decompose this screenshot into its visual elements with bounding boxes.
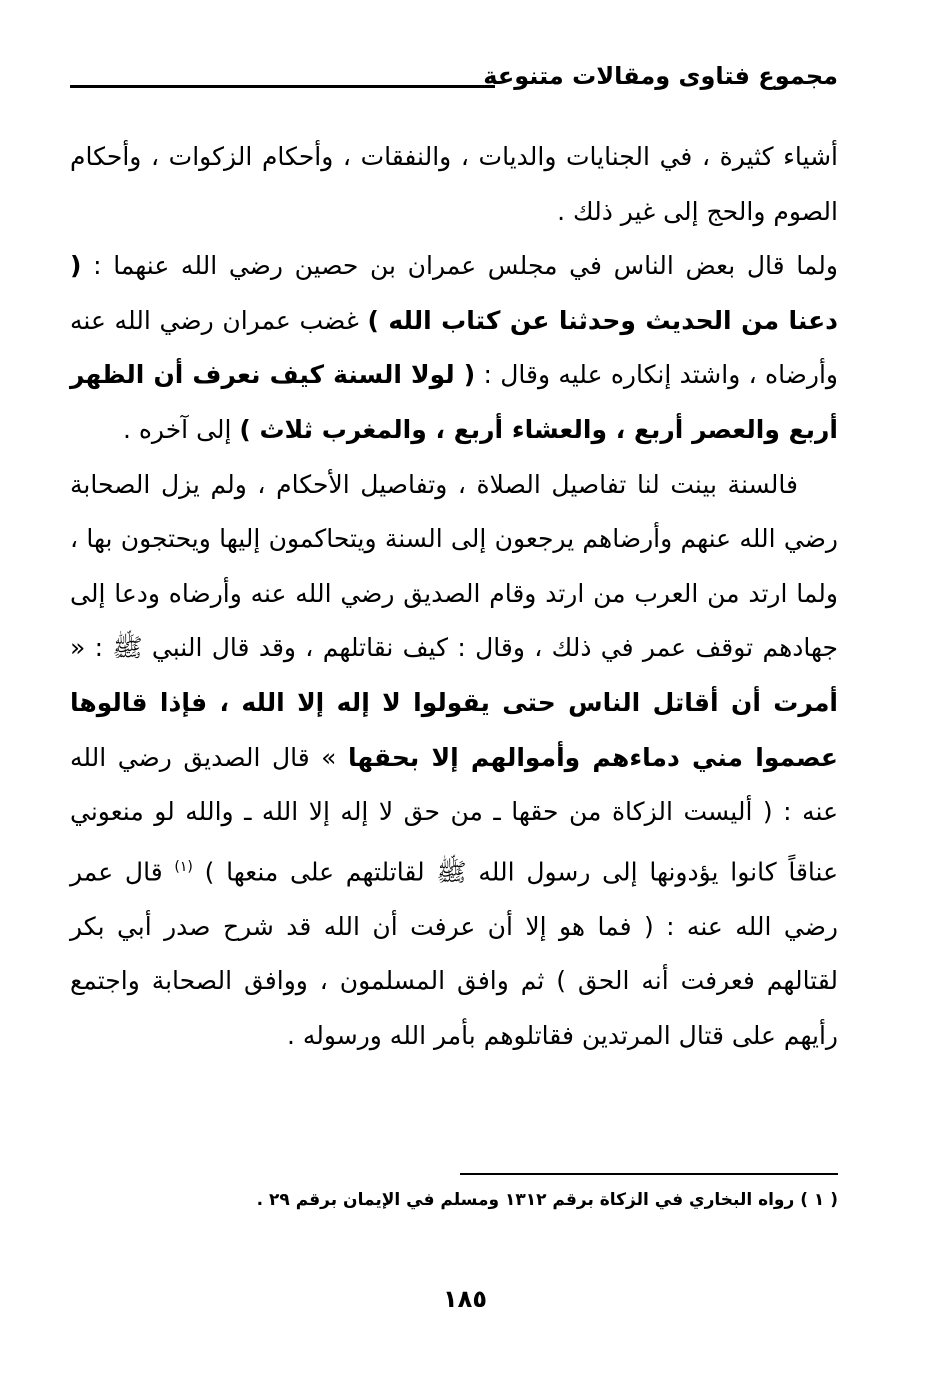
footnote-rule — [460, 1173, 838, 1175]
page-number: ١٨٥ — [443, 1285, 487, 1313]
main-text — [70, 130, 838, 1063]
quote-bold: ( دعنا من الحديث وحدثنا عن كتاب الله ) — [70, 251, 838, 335]
hadith-bold: أمرت أن أقاتل الناس حتى يقولوا لا إله إلا الله ، فإذا قالوها عصموا مني دماءهم وأموالهم إلا بحقها — [70, 687, 838, 772]
paragraph-3-text: قال عمر رضي الله عنه : ( فما هو إلا أن عرفت أن الله قد شرح صدر أبي بكر لقتالهم فعرفت أنه الحق ) ثم وافق المسلمون ، ووافق الصحابة واجتمع رأيهم على قتال المرتدين فقاتلوهم بأمر الله ورسوله . — [70, 857, 838, 1050]
header-title: مجموع فتاوى ومقالات متنوعة — [483, 62, 838, 90]
paragraph-2-text: ولما قال بعض الناس في مجلس عمران بن حصين رضي الله عنهما : — [81, 251, 838, 281]
paragraph-3-text: فالسنة بينت لنا تفاصيل الصلاة ، وتفاصيل الأحكام ، ولم يزل الصحابة رضي الله عنهم وأرضاهم يرجعون إلى السنة ويتحاكمون إليها ويحتجون بها ، ولما ارتد من العرب من ارتد وقام الصديق رضي الله عنه وأرضاه ودعا إلى جهادهم توقف عمر في ذلك ، وقال : كيف نقاتلهم ، وقد قال النبي ﷺ : « — [70, 469, 838, 663]
paragraph-2-text: إلى آخره . — [122, 414, 240, 444]
quote-bold: ( لولا السنة كيف نعرف أن الظهر أربع والعصر أربع ، والعشاء أربع ، والمغرب ثلاث ) — [70, 360, 838, 444]
paragraph-2 — [70, 239, 838, 457]
footnote: ( ١ ) رواه البخاري في الزكاة برقم ١٣١٢ ومسلم في الإيمان برقم ٢٩ . — [256, 1190, 838, 1210]
header-rule — [70, 85, 495, 88]
running-header — [70, 58, 838, 98]
paragraph-2-text: غضب عمران رضي الله عنه وأرضاه ، واشتد إنكاره عليه وقال : — [70, 305, 838, 390]
paragraph-3 — [70, 458, 838, 1064]
paragraph-3-text: » قال الصديق رضي الله عنه : ( أليست الزكاة من حقها ـ من حق لا إله إلا الله ـ والله لو منعوني عناقاً كانوا يؤدونها إلى رسول الله ﷺ لقاتلتهم على منعها ) — [70, 742, 838, 887]
footnote-reference: (١) — [174, 858, 193, 875]
paragraph-1: أشياء كثيرة ، في الجنايات والديات ، والنفقات ، وأحكام الزكوات ، وأحكام الصوم والحج إلى غير ذلك . — [70, 142, 838, 226]
